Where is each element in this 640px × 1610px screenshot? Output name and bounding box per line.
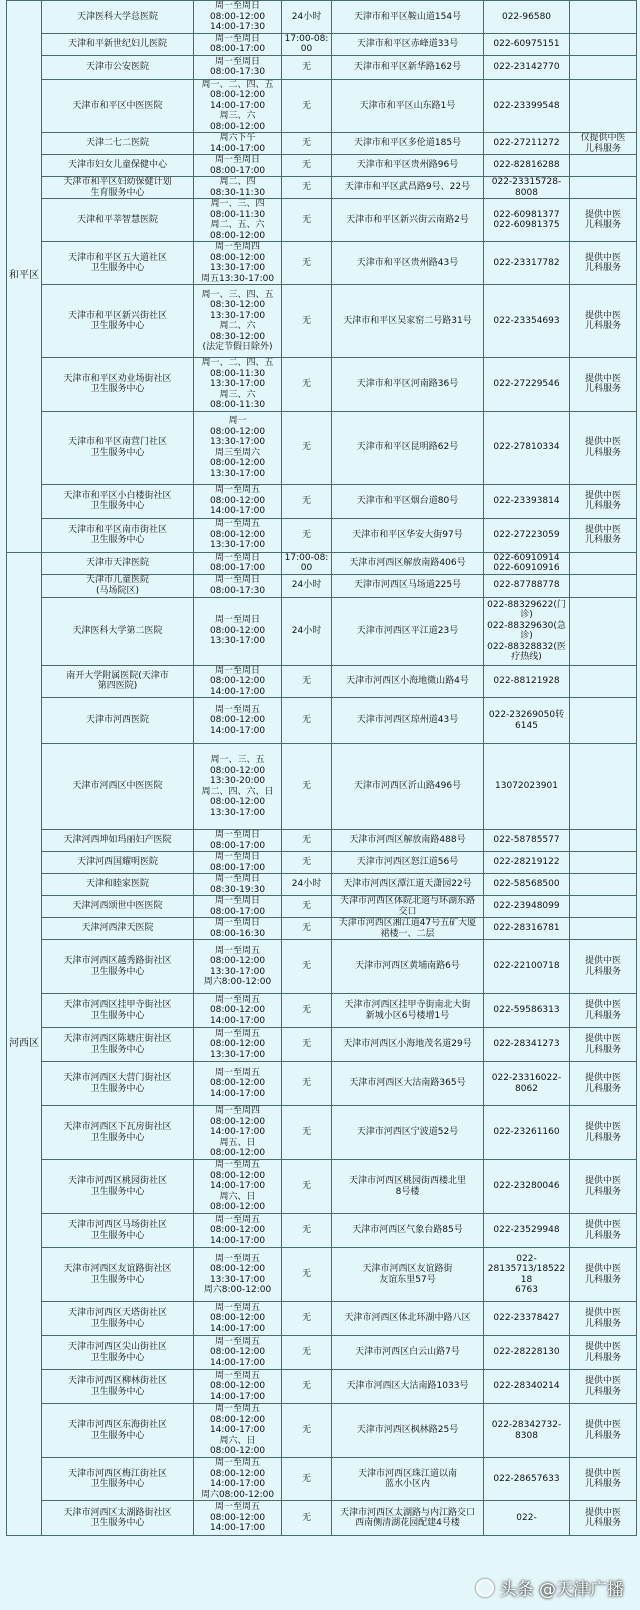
table-row — [7, 597, 637, 665]
watermark — [476, 1575, 624, 1600]
name-cell: 天津市和平区五大道社区 卫生服务中心 — [42, 242, 194, 285]
note-cell: 提供中医 儿科服务 — [570, 242, 637, 285]
night-cell: 24小时 — [282, 874, 332, 896]
note-cell: 提供中医 儿科服务 — [570, 994, 637, 1028]
hours-cell: 周一至周五 08:00-12:00 14:00-17:00 — [194, 1062, 282, 1106]
note-cell: 提供中医 儿科服务 — [570, 1160, 637, 1214]
address-cell: 天津市河西区桃园街西楼北里 8号楼 — [332, 1160, 484, 1214]
table-row — [7, 177, 637, 199]
address-cell: 天津市河西区大沽南路365号 — [332, 1062, 484, 1106]
note-cell: 提供中医 儿科服务 — [570, 518, 637, 552]
phone-cell: 022-23142770 — [484, 55, 570, 79]
table-row — [7, 1336, 637, 1370]
night-cell: 无 — [282, 1062, 332, 1106]
hours-cell: 周一至周日 08:00-17:00 — [194, 830, 282, 852]
address-cell: 天津市河西区小海地茂名道29号 — [332, 1028, 484, 1062]
table-row — [7, 552, 637, 574]
name-cell: 天津市天津医院 — [42, 552, 194, 574]
note-cell: 提供中医 儿科服务 — [570, 1028, 637, 1062]
phone-cell: 022-96580 — [484, 1, 570, 34]
name-cell: 天津河西津天医院 — [42, 918, 194, 940]
name-cell: 天津市和平区新兴街社区 卫生服务中心 — [42, 285, 194, 358]
hours-cell: 周一至周日 08:00-17:30 — [194, 55, 282, 79]
phone-cell: 022-23354693 — [484, 285, 570, 358]
table-row — [7, 133, 637, 155]
address-cell: 天津市和平区武昌路9号、22号 — [332, 177, 484, 199]
night-cell: 无 — [282, 830, 332, 852]
name-cell: 天津市和平区中医医院 — [42, 79, 194, 133]
address-cell: 天津市河西区气象台路85号 — [332, 1214, 484, 1248]
note-cell — [570, 177, 637, 199]
address-cell: 天津市和平区河南路36号 — [332, 358, 484, 412]
note-cell — [570, 874, 637, 896]
name-cell: 天津市河西区友谊路街社区 卫生服务中心 — [42, 1248, 194, 1302]
note-cell: 提供中医 儿科服务 — [570, 1458, 637, 1501]
night-cell: 无 — [282, 242, 332, 285]
table-row — [7, 1458, 637, 1501]
note-cell — [570, 852, 637, 874]
phone-cell: 13072023901 — [484, 744, 570, 830]
hours-cell: 周一至周五 08:00-12:00 14:00-17:00 — [194, 1336, 282, 1370]
phone-cell: 022-28316781 — [484, 918, 570, 940]
hours-cell: 周一至周五 08:00-12:00 14:00-17:00 — [194, 1302, 282, 1336]
table-row — [7, 1160, 637, 1214]
table-row — [7, 1404, 637, 1458]
note-cell — [570, 665, 637, 698]
hours-cell: 周一至周日 08:00-12:00 14:00-17:00 — [194, 665, 282, 698]
hours-cell: 周一至周四 08:00-12:00 14:00-17:00 周五、日 08:00-12:00 — [194, 1106, 282, 1160]
night-cell: 无 — [282, 994, 332, 1028]
night-cell: 无 — [282, 79, 332, 133]
note-cell — [570, 1, 637, 34]
table-row — [7, 665, 637, 698]
table-row — [7, 411, 637, 484]
night-cell: 无 — [282, 1214, 332, 1248]
name-cell: 天津市河西区尖山街社区 卫生服务中心 — [42, 1336, 194, 1370]
night-cell: 无 — [282, 665, 332, 698]
name-cell: 天津市河西区东海街社区 卫生服务中心 — [42, 1404, 194, 1458]
address-cell: 天津市河西区沂山路496号 — [332, 744, 484, 830]
address-cell: 天津市河西区太湖路与内江路交口 西南侧清湖花园配建4号楼 — [332, 1501, 484, 1536]
hours-cell: 周一至周五 08:00-12:00 14:00-17:00 — [194, 484, 282, 518]
night-cell: 无 — [282, 1370, 332, 1404]
night-cell: 无 — [282, 940, 332, 994]
hours-cell: 周一 08:00-12:00 13:30-17:00 周三至周六 08:00-12:00 13:30-17:00 — [194, 411, 282, 484]
hours-cell: 周二、四 08:30-11:30 — [194, 177, 282, 199]
phone-cell: 022-88121928 — [484, 665, 570, 698]
table-row — [7, 918, 637, 940]
hours-cell: 周六下午 14:00-17:00 — [194, 133, 282, 155]
name-cell: 天津市和平区南营门社区 卫生服务中心 — [42, 411, 194, 484]
note-cell — [570, 55, 637, 79]
address-cell: 天津市和平区昆明路62号 — [332, 411, 484, 484]
night-cell: 无 — [282, 744, 332, 830]
name-cell: 天津市河西区天塔街社区 卫生服务中心 — [42, 1302, 194, 1336]
name-cell: 天津市和平区小白楼街社区 卫生服务中心 — [42, 484, 194, 518]
phone-cell: 022-23378427 — [484, 1302, 570, 1336]
table-row — [7, 940, 637, 994]
note-cell: 提供中医 儿科服务 — [570, 940, 637, 994]
address-cell: 天津市河西区宁波道52号 — [332, 1106, 484, 1160]
note-cell: 提供中医 儿科服务 — [570, 358, 637, 412]
hours-cell: 周一至周五 08:00-12:00 13:30-17:00 周六8:00-12:00 — [194, 940, 282, 994]
night-cell: 24小时 — [282, 1, 332, 34]
hours-cell: 周一至周五 08:00-12:00 14:00-17:00 — [194, 1501, 282, 1536]
night-cell: 17:00-08:00 — [282, 33, 332, 55]
address-cell: 天津市河西区琼州道43号 — [332, 698, 484, 744]
address-cell: 天津市和平区贵州路43号 — [332, 242, 484, 285]
table-row — [7, 852, 637, 874]
note-cell: 提供中医 儿科服务 — [570, 1336, 637, 1370]
name-cell: 天津市河西区下瓦房街社区 卫生服务中心 — [42, 1106, 194, 1160]
address-cell: 天津市和平区新兴街云南路2号 — [332, 199, 484, 242]
name-cell: 天津市儿童医院 (马场院区) — [42, 574, 194, 597]
address-cell: 天津市河西区潭江道天潇园22号 — [332, 874, 484, 896]
night-cell: 无 — [282, 1028, 332, 1062]
address-cell: 天津市河西区珠江道以南 蓝水小区内 — [332, 1458, 484, 1501]
name-cell: 天津河西国耀明医院 — [42, 852, 194, 874]
table-row — [7, 1302, 637, 1336]
night-cell: 无 — [282, 1302, 332, 1336]
table-row — [7, 874, 637, 896]
name-cell: 天津市河西区柳林街社区 卫生服务中心 — [42, 1370, 194, 1404]
name-cell: 天津河西颂世中医医院 — [42, 896, 194, 918]
note-cell — [570, 830, 637, 852]
phone-cell: 022-60981377 022-60981375 — [484, 199, 570, 242]
phone-cell: 022-23529948 — [484, 1214, 570, 1248]
hours-cell: 周一至周日 08:30-19:30 — [194, 874, 282, 896]
phone-cell: 022-60975151 — [484, 33, 570, 55]
address-cell: 天津市河西区挂甲寺街南北大街 新城小区6号楼增1号 — [332, 994, 484, 1028]
broadcast-icon — [476, 1579, 494, 1597]
address-cell: 天津市河西区解放南路406号 — [332, 552, 484, 574]
hours-cell: 周一至周五 08:00-12:00 13:30-17:00 周六8:00-12:00 — [194, 1248, 282, 1302]
phone-cell: 022-23269050转 6145 — [484, 698, 570, 744]
address-cell: 天津市和平区多伦道185号 — [332, 133, 484, 155]
phone-cell: 022-28228130 — [484, 1336, 570, 1370]
night-cell: 无 — [282, 1404, 332, 1458]
name-cell: 天津和睦家医院 — [42, 874, 194, 896]
night-cell: 24小时 — [282, 597, 332, 665]
hours-cell: 周一至周五 08:00-12:00 14:00-17:00 周六、日 08:00-12:00 — [194, 1404, 282, 1458]
table-row — [7, 33, 637, 55]
night-cell: 无 — [282, 1248, 332, 1302]
note-cell: 提供中医 儿科服务 — [570, 411, 637, 484]
phone-cell: 022-88329622(门 诊) 022-88329630(急 诊) 022-88328832(医 疗热线) — [484, 597, 570, 665]
name-cell: 天津市河西区大营门街社区 卫生服务中心 — [42, 1062, 194, 1106]
hours-cell: 周一至周五 08:00-12:00 13:30-17:00 — [194, 518, 282, 552]
hours-cell: 周一、三、四 08:00-11:30 周二、五、六 08:00-12:00 — [194, 199, 282, 242]
note-cell — [570, 918, 637, 940]
night-cell: 无 — [282, 155, 332, 177]
table-row — [7, 744, 637, 830]
address-cell: 天津市河西区小海地微山路4号 — [332, 665, 484, 698]
hours-cell: 周一至周日 08:00-17:00 — [194, 896, 282, 918]
table-row — [7, 1248, 637, 1302]
phone-cell: 022-58568500 — [484, 874, 570, 896]
hours-cell: 周一至周日 08:00-17:00 — [194, 852, 282, 874]
phone-cell: 022-28340214 — [484, 1370, 570, 1404]
phone-cell: 022-28657633 — [484, 1458, 570, 1501]
phone-cell: 022-27810334 — [484, 411, 570, 484]
address-cell: 天津市河西区体院北道与环湖东路 交口 — [332, 896, 484, 918]
table-row — [7, 574, 637, 597]
name-cell: 天津市和平区南市街社区 卫生服务中心 — [42, 518, 194, 552]
table-row — [7, 79, 637, 133]
night-cell: 无 — [282, 358, 332, 412]
night-cell: 无 — [282, 1501, 332, 1536]
night-cell: 无 — [282, 1160, 332, 1214]
hours-cell: 周一至周五 08:00-12:00 14:00-17:00 — [194, 1370, 282, 1404]
name-cell: 天津市妇女儿童保健中心 — [42, 155, 194, 177]
name-cell: 天津市河西医院 — [42, 698, 194, 744]
night-cell: 无 — [282, 285, 332, 358]
hours-cell: 周一至周日 08:00-17:30 — [194, 574, 282, 597]
phone-cell: 022-23399548 — [484, 79, 570, 133]
phone-cell: 022-22100718 — [484, 940, 570, 994]
address-cell: 天津市和平区山东路1号 — [332, 79, 484, 133]
address-cell: 天津市和平区贵州路96号 — [332, 155, 484, 177]
address-cell: 天津市河西区体北环湖中路八区 — [332, 1302, 484, 1336]
address-cell: 天津市河西区黄埔南路6号 — [332, 940, 484, 994]
table-row — [7, 242, 637, 285]
night-cell: 无 — [282, 896, 332, 918]
table-row — [7, 358, 637, 412]
address-cell: 天津市河西区枫林路25号 — [332, 1404, 484, 1458]
district-cell: 河西区 — [7, 552, 42, 1536]
table-row — [7, 285, 637, 358]
table-row — [7, 1106, 637, 1160]
table-row — [7, 1028, 637, 1062]
night-cell: 无 — [282, 1106, 332, 1160]
phone-cell: 022-28219122 — [484, 852, 570, 874]
address-cell: 天津市河西区马场道225号 — [332, 574, 484, 597]
note-cell: 提供中医 儿科服务 — [570, 1501, 637, 1536]
name-cell: 天津市和平区妇幼保健计划 生育服务中心 — [42, 177, 194, 199]
name-cell: 天津市公安医院 — [42, 55, 194, 79]
name-cell: 天津医科大学第二医院 — [42, 597, 194, 665]
night-cell: 无 — [282, 411, 332, 484]
phone-cell: 022-23316022- 8062 — [484, 1062, 570, 1106]
phone-cell: 022-23261160 — [484, 1106, 570, 1160]
address-cell: 天津市河西区怒江道56号 — [332, 852, 484, 874]
address-cell: 天津市和平区新华路162号 — [332, 55, 484, 79]
hours-cell: 周一至周五 08:00-12:00 13:30-17:00 — [194, 1028, 282, 1062]
hours-cell: 周一、二、四、五 08:00-12:00 14:00-17:00 周三、六 08:00-12:00 — [194, 79, 282, 133]
night-cell: 无 — [282, 199, 332, 242]
night-cell: 无 — [282, 1458, 332, 1501]
phone-cell: 022-82816288 — [484, 155, 570, 177]
hours-cell: 周一至周五 08:00-12:00 14:00-17:00 周六、日 08:00-12:00 — [194, 1160, 282, 1214]
table-row — [7, 698, 637, 744]
table-row — [7, 830, 637, 852]
note-cell: 提供中医 儿科服务 — [570, 484, 637, 518]
note-cell: 提供中医 儿科服务 — [570, 1106, 637, 1160]
phone-cell: 022-23948099 — [484, 896, 570, 918]
phone-cell: 022-58785577 — [484, 830, 570, 852]
note-cell: 仅提供中医 儿科服务 — [570, 133, 637, 155]
night-cell: 无 — [282, 698, 332, 744]
night-cell: 无 — [282, 1336, 332, 1370]
phone-cell: 022-27229546 — [484, 358, 570, 412]
note-cell: 提供中医 儿科服务 — [570, 1370, 637, 1404]
phone-cell: 022-59586313 — [484, 994, 570, 1028]
hours-cell: 周一至周五 08:00-12:00 14:00-17:00 周六08:00-12:00 — [194, 1458, 282, 1501]
phone-cell: 022-27223059 — [484, 518, 570, 552]
note-cell — [570, 33, 637, 55]
note-cell — [570, 552, 637, 574]
note-cell — [570, 896, 637, 918]
night-cell: 无 — [282, 518, 332, 552]
name-cell: 天津二七二医院 — [42, 133, 194, 155]
phone-cell: 022-23317782 — [484, 242, 570, 285]
hospital-table — [6, 0, 637, 1536]
address-cell: 天津市和平区华安大街97号 — [332, 518, 484, 552]
address-cell: 天津市河西区湘江道47号五矿大厦 裙楼一、二层 — [332, 918, 484, 940]
night-cell: 无 — [282, 55, 332, 79]
note-cell — [570, 79, 637, 133]
note-cell — [570, 744, 637, 830]
night-cell: 无 — [282, 484, 332, 518]
hours-cell: 周一、三、五 08:00-12:00 13:30-20:00 周二、四、六、日 08:00-12:00 13:30-17:00 — [194, 744, 282, 830]
note-cell: 提供中医 儿科服务 — [570, 1248, 637, 1302]
name-cell: 天津市河西区越秀路街社区 卫生服务中心 — [42, 940, 194, 994]
note-cell: 提供中医 儿科服务 — [570, 1302, 637, 1336]
watermark-text: 头条 @天津广播 — [499, 1580, 624, 1600]
name-cell: 天津市河西区马场街社区 卫生服务中心 — [42, 1214, 194, 1248]
phone-cell: 022-28342732- 8308 — [484, 1404, 570, 1458]
night-cell: 无 — [282, 133, 332, 155]
phone-cell: 022-28341273 — [484, 1028, 570, 1062]
phone-cell: 022-23315728- 8008 — [484, 177, 570, 199]
phone-cell: 022-23393814 — [484, 484, 570, 518]
hours-cell: 周一至周日 08:00-17:00 — [194, 552, 282, 574]
hours-cell: 周一至周五 08:00-12:00 14:00-17:00 — [194, 1214, 282, 1248]
note-cell — [570, 597, 637, 665]
note-cell — [570, 698, 637, 744]
phone-cell: 022-87788778 — [484, 574, 570, 597]
hours-cell: 周一、二、四、五 08:00-11:30 13:30-17:00 周三、六 08:00-11:30 — [194, 358, 282, 412]
address-cell: 天津市河西区平江道23号 — [332, 597, 484, 665]
table-row — [7, 1, 637, 34]
note-cell: 提供中医 儿科服务 — [570, 285, 637, 358]
address-cell: 天津市河西区友谊路街 友谊东里57号 — [332, 1248, 484, 1302]
hours-cell: 周一至周日 08:00-17:00 — [194, 33, 282, 55]
address-cell: 天津市河西区解放南路488号 — [332, 830, 484, 852]
name-cell: 天津和平新世纪妇儿医院 — [42, 33, 194, 55]
name-cell: 天津和平莘智慧医院 — [42, 199, 194, 242]
address-cell: 天津市和平区鞍山道154号 — [332, 1, 484, 34]
name-cell: 天津市河西区太湖路街社区 卫生服务中心 — [42, 1501, 194, 1536]
hours-cell: 周一至周日 08:00-12:00 13:30-17:00 — [194, 597, 282, 665]
hours-cell: 周一至周日 08:00-16:30 — [194, 918, 282, 940]
name-cell: 天津河西坤如玛丽妇产医院 — [42, 830, 194, 852]
name-cell: 天津市河西区挂甲寺街社区 卫生服务中心 — [42, 994, 194, 1028]
table-row — [7, 1501, 637, 1536]
table-row — [7, 55, 637, 79]
table-row — [7, 1214, 637, 1248]
table-row — [7, 896, 637, 918]
name-cell: 天津市和平区劝业场街社区 卫生服务中心 — [42, 358, 194, 412]
hours-cell: 周一至周五 08:00-12:00 14:00-17:00 — [194, 698, 282, 744]
night-cell: 24小时 — [282, 574, 332, 597]
note-cell: 提供中医 儿科服务 — [570, 1404, 637, 1458]
address-cell: 天津市河西区大沽南路1033号 — [332, 1370, 484, 1404]
night-cell: 17:00-08:00 — [282, 552, 332, 574]
night-cell: 无 — [282, 852, 332, 874]
address-cell: 天津市和平区赤峰道33号 — [332, 33, 484, 55]
phone-cell: 022- 28135713/1852218 6763 — [484, 1248, 570, 1302]
note-cell — [570, 574, 637, 597]
phone-cell: 022-60910914 022-60910916 — [484, 552, 570, 574]
table-row — [7, 1062, 637, 1106]
district-cell: 和平区 — [7, 1, 42, 553]
table-row — [7, 484, 637, 518]
hours-cell: 周一至周日 08:00-12:00 14:00-17:30 — [194, 1, 282, 34]
name-cell: 天津市河西区桃园街社区 卫生服务中心 — [42, 1160, 194, 1214]
name-cell: 天津市河西区中医医院 — [42, 744, 194, 830]
table-row — [7, 1370, 637, 1404]
table-row — [7, 199, 637, 242]
note-cell: 提供中医 儿科服务 — [570, 199, 637, 242]
night-cell: 无 — [282, 177, 332, 199]
hours-cell: 周一、三、四、五 08:30-12:00 13:30-17:00 周二、六 08:30-12:00 (法定节假日除外) — [194, 285, 282, 358]
name-cell: 天津医科大学总医院 — [42, 1, 194, 34]
name-cell: 南开大学附属医院(天津市 第四医院) — [42, 665, 194, 698]
table-row — [7, 518, 637, 552]
hours-cell: 周一至周四 08:00-12:00 13:30-17:00 周五13:30-17:00 — [194, 242, 282, 285]
address-cell: 天津市河西区白云山路7号 — [332, 1336, 484, 1370]
name-cell: 天津市河西区梅江街社区 卫生服务中心 — [42, 1458, 194, 1501]
night-cell: 无 — [282, 918, 332, 940]
hours-cell: 周一至周五 08:00-12:00 14:00-17:00 — [194, 994, 282, 1028]
phone-cell: 022- — [484, 1501, 570, 1536]
note-cell: 提供中医 儿科服务 — [570, 1214, 637, 1248]
note-cell — [570, 155, 637, 177]
hours-cell: 周一至周日 08:00-17:00 — [194, 155, 282, 177]
table-row — [7, 994, 637, 1028]
address-cell: 天津市和平区烟台道80号 — [332, 484, 484, 518]
name-cell: 天津市河西区陈塘庄街社区 卫生服务中心 — [42, 1028, 194, 1062]
table-row — [7, 155, 637, 177]
note-cell: 提供中医 儿科服务 — [570, 1062, 637, 1106]
phone-cell: 022-23280046 — [484, 1160, 570, 1214]
address-cell: 天津市和平区吴家窑二号路31号 — [332, 285, 484, 358]
phone-cell: 022-27211272 — [484, 133, 570, 155]
